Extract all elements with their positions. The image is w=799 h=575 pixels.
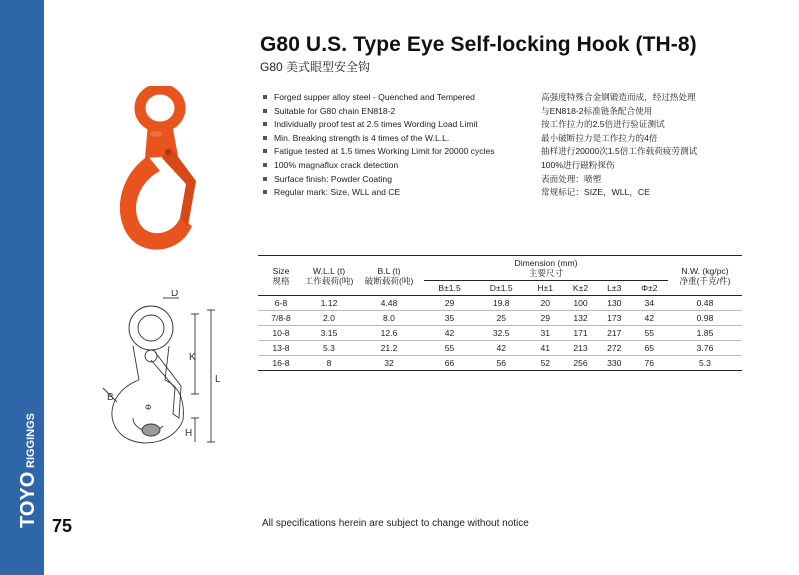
page-number: 75 (52, 516, 73, 536)
brand-name: TOYO (17, 471, 39, 528)
cell: 25 (475, 311, 527, 326)
cell: 42 (424, 326, 475, 341)
cell: 173 (598, 311, 631, 326)
cell: 32 (354, 356, 424, 371)
cell: 5.3 (668, 356, 742, 371)
col-b: B±1.5 (438, 283, 461, 293)
spec-table (258, 255, 742, 371)
cell: 55 (631, 326, 668, 341)
feature-item-cn: 常规标记：SIZE，WLL，CE (541, 187, 650, 198)
dim-label-phi: Φ (145, 403, 152, 412)
cell: 35 (424, 311, 475, 326)
cell: 1.12 (304, 296, 354, 311)
col-k: K±2 (572, 283, 589, 293)
feature-item-cn: 表面处理：喷塑 (541, 173, 602, 184)
cell: 31 (527, 326, 563, 341)
cell: 8.0 (354, 311, 424, 326)
footer-note: All specifications herein are subject to change without notice (262, 518, 529, 529)
technical-drawing (93, 290, 228, 450)
cell: 1.85 (668, 326, 742, 341)
cell: 0.48 (668, 296, 742, 311)
feature-item-cn: 抽样进行20000次1.5倍工作载荷疲劳测试 (541, 146, 698, 157)
col-size-label-cn: 规格 (272, 275, 290, 286)
cell: 34 (631, 296, 668, 311)
cell: 5.3 (304, 341, 354, 356)
cell: 3.76 (668, 341, 742, 356)
feature-item-cn: 100%进行磁粉探伤 (541, 159, 615, 170)
brand-sub: RIGGINGS (25, 412, 37, 468)
cell: 171 (563, 326, 598, 341)
feature-item-cn: 与EN818-2标准链条配合使用 (541, 105, 653, 116)
sidebar-band (0, 0, 44, 575)
col-bl-label-cn: 破断载荷(吨) (364, 275, 414, 286)
cell: 132 (563, 311, 598, 326)
cell: 256 (563, 356, 598, 371)
cell: 2.0 (304, 311, 354, 326)
feature-list-cn (541, 91, 697, 200)
dim-label-l: L (215, 374, 221, 385)
col-bl-label: B.L (t) (377, 265, 401, 276)
col-nw-label: N.W. (kg/pc) (681, 265, 729, 276)
cell: 0.98 (668, 311, 742, 326)
cell: 55 (424, 341, 475, 356)
feature-item: Suitable for G80 chain EN818-2 (262, 105, 532, 119)
cell: 52 (527, 356, 563, 371)
feature-item: 100% magnaflux crack detection (262, 159, 532, 173)
table-row (258, 296, 742, 311)
cell: 42 (631, 311, 668, 326)
dim-label-d: D (171, 290, 179, 299)
table-row (258, 311, 742, 326)
col-nw (668, 256, 742, 296)
feature-item-cn: 按工作拉力的2.5倍进行验证测试 (541, 119, 665, 130)
feature-list-en (262, 91, 532, 200)
feature-item: Individually proof test at 2.5 times Wording Load Limit (262, 118, 532, 132)
cell: 272 (598, 341, 631, 356)
cell: 20 (527, 296, 563, 311)
col-l: L±3 (607, 283, 622, 293)
cell: 66 (424, 356, 475, 371)
cell: 3.15 (304, 326, 354, 341)
feature-item: Forged supper alloy steel - Quenched and Tempered (262, 91, 532, 105)
cell: 32.5 (475, 326, 527, 341)
table-row (258, 356, 742, 371)
cell: 13-8 (258, 341, 304, 356)
dim-label-h: H (185, 428, 193, 439)
col-dimension-label-cn: 主要尺寸 (528, 268, 564, 278)
page-subtitle: G80 美式眼型安全钩 (260, 60, 371, 74)
cell: 29 (527, 311, 563, 326)
cell: 4.48 (354, 296, 424, 311)
col-phi: Φ±2 (641, 283, 658, 293)
col-dimension (424, 256, 668, 281)
col-size-label: Size (272, 265, 290, 276)
feature-item: Surface finish: Powder Coating (262, 173, 532, 187)
page-title: G80 U.S. Type Eye Self-locking Hook (TH-8) (260, 33, 697, 56)
col-h: H±1 (537, 283, 554, 293)
col-bl (354, 256, 424, 296)
hook-photo (100, 86, 210, 258)
dim-label-b: B (107, 392, 114, 403)
table-row (258, 326, 742, 341)
brand-logo (4, 380, 40, 530)
cell: 6-8 (258, 296, 304, 311)
cell: 42 (475, 341, 527, 356)
cell: 65 (631, 341, 668, 356)
cell: 213 (563, 341, 598, 356)
col-wll-label: W.L.L (t) (312, 265, 346, 276)
cell: 8 (304, 356, 354, 371)
feature-item: Fatigue tested at 1.5 times Working Limit for 20000 cycles (262, 145, 532, 159)
col-size (258, 256, 304, 296)
cell: 56 (475, 356, 527, 371)
col-d: D±1.5 (489, 283, 513, 293)
feature-item-cn: 高强度特殊合金钢锻造而成，经过热处理 (541, 92, 696, 102)
cell: 330 (598, 356, 631, 371)
feature-item: Regular mark: Size, WLL and CE (262, 186, 532, 200)
cell: 217 (598, 326, 631, 341)
col-wll-label-cn: 工作载荷(吨) (304, 275, 354, 286)
cell: 7/8-8 (258, 311, 304, 326)
cell: 10-8 (258, 326, 304, 341)
cell: 76 (631, 356, 668, 371)
cell: 29 (424, 296, 475, 311)
feature-item: Min. Breaking strength is 4 times of the W.L.L. (262, 132, 532, 146)
dim-label-k: K (189, 352, 196, 363)
col-dimension-label: Dimension (mm) (514, 258, 578, 268)
cell: 41 (527, 341, 563, 356)
col-nw-label-cn: 净重(千克/件) (679, 275, 731, 286)
cell: 19.8 (475, 296, 527, 311)
cell: 21.2 (354, 341, 424, 356)
col-wll (304, 256, 354, 296)
feature-item-cn: 最小破断拉力是工作拉力的4倍 (541, 132, 658, 143)
table-row (258, 341, 742, 356)
cell: 12.6 (354, 326, 424, 341)
cell: 16-8 (258, 356, 304, 371)
cell: 130 (598, 296, 631, 311)
cell: 100 (563, 296, 598, 311)
